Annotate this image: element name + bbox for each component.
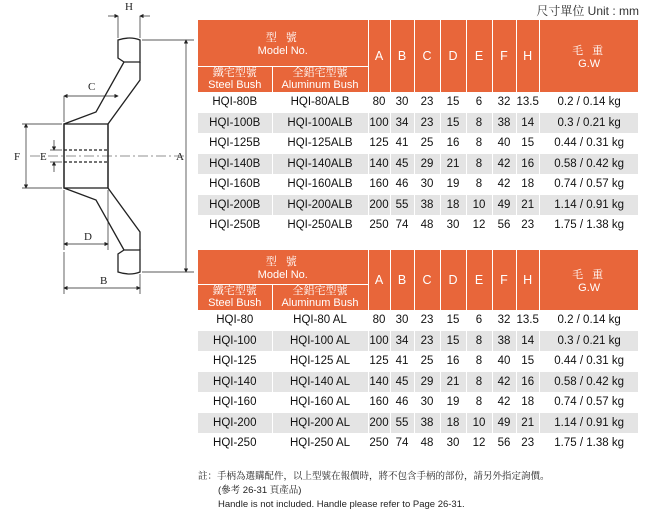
aluminum-model-cell: HQI-80 AL bbox=[272, 310, 368, 331]
dim-c-cell: 30 bbox=[414, 392, 440, 413]
gross-weight-cell: 1.14 / 0.91 kg bbox=[539, 195, 638, 216]
dim-a-cell: 160 bbox=[368, 392, 390, 413]
aluminum-model-cell: HQI-100ALB bbox=[272, 113, 368, 134]
table-row bbox=[198, 154, 638, 175]
dim-a-cell: 200 bbox=[368, 195, 390, 216]
aluminum-model-cell: HQI-160ALB bbox=[272, 174, 368, 195]
dim-c-cell: 23 bbox=[414, 92, 440, 113]
table-row bbox=[198, 310, 638, 331]
dim-h-cell: 16 bbox=[516, 372, 539, 393]
weight-header: 毛 重 G.W bbox=[539, 20, 638, 92]
aluminum-bush-header: 全鋁宅型號 Aluminum Bush bbox=[272, 284, 368, 310]
dim-c-cell: 48 bbox=[414, 433, 440, 454]
spec-table-b bbox=[198, 20, 638, 236]
unit-label: 尺寸單位 Unit : mm bbox=[536, 4, 639, 18]
dim-a-cell: 250 bbox=[368, 433, 390, 454]
aluminum-model-cell: HQI-200ALB bbox=[272, 195, 368, 216]
dim-c-cell: 23 bbox=[414, 113, 440, 134]
gross-weight-cell: 1.75 / 1.38 kg bbox=[539, 433, 638, 454]
dim-f-cell: 42 bbox=[492, 392, 516, 413]
aluminum-model-cell: HQI-125 AL bbox=[272, 351, 368, 372]
dim-b-cell: 45 bbox=[390, 372, 414, 393]
footnote bbox=[198, 470, 550, 512]
dim-f-cell: 42 bbox=[492, 154, 516, 175]
dim-d-cell: 19 bbox=[440, 392, 466, 413]
aluminum-model-cell: HQI-160 AL bbox=[272, 392, 368, 413]
dim-b-cell: 45 bbox=[390, 154, 414, 175]
dim-f-cell: 40 bbox=[492, 351, 516, 372]
table-row bbox=[198, 392, 638, 413]
spec-table-standard bbox=[198, 250, 638, 454]
col-f-header: F bbox=[492, 250, 516, 310]
aluminum-model-cell: HQI-250 AL bbox=[272, 433, 368, 454]
dim-b-cell: 74 bbox=[390, 433, 414, 454]
dim-label-f: F bbox=[14, 151, 21, 163]
dim-h-cell: 21 bbox=[516, 195, 539, 216]
steel-model-cell: HQI-80B bbox=[212, 96, 258, 109]
dim-f-cell: 42 bbox=[492, 372, 516, 393]
dim-d-cell: 15 bbox=[440, 113, 466, 134]
gross-weight-cell: 0.44 / 0.31 kg bbox=[539, 133, 638, 154]
table-row bbox=[198, 372, 638, 393]
dim-b-cell: 41 bbox=[390, 351, 414, 372]
steel-model-cell: HQI-160 bbox=[213, 396, 257, 409]
dim-b-cell: 46 bbox=[390, 392, 414, 413]
dim-label-h: H bbox=[125, 1, 133, 13]
dim-e-cell: 8 bbox=[466, 331, 492, 352]
aluminum-model-cell: HQI-100 AL bbox=[272, 331, 368, 352]
table-row bbox=[198, 433, 638, 454]
dim-e-cell: 8 bbox=[466, 372, 492, 393]
dim-c-cell: 48 bbox=[414, 215, 440, 236]
dim-b-cell: 55 bbox=[390, 413, 414, 434]
steel-model-cell: HQI-140 bbox=[198, 372, 272, 393]
dim-d-cell: 18 bbox=[440, 195, 466, 216]
dim-c-cell: 38 bbox=[414, 195, 440, 216]
dim-d-cell: 15 bbox=[440, 331, 466, 352]
dim-label-a: A bbox=[176, 151, 184, 163]
steel-model-cell: HQI-250 bbox=[213, 437, 257, 450]
dim-d-cell: 16 bbox=[440, 133, 466, 154]
dim-e-cell: 8 bbox=[466, 392, 492, 413]
table-row bbox=[198, 351, 638, 372]
dim-a-cell: 250 bbox=[368, 215, 390, 236]
dim-e-cell: 8 bbox=[466, 113, 492, 134]
dim-e-cell: 8 bbox=[466, 351, 492, 372]
table-row bbox=[198, 113, 638, 134]
dim-e-cell: 12 bbox=[466, 433, 492, 454]
dim-d-cell: 16 bbox=[440, 351, 466, 372]
footnote-line-en: Handle is not included. Handle please refer to Page 26-31. bbox=[218, 499, 465, 510]
table-row bbox=[198, 133, 638, 154]
dim-b-cell: 30 bbox=[390, 92, 414, 113]
col-e-header: E bbox=[466, 250, 492, 310]
dim-a-cell: 140 bbox=[368, 154, 390, 175]
dim-f-cell: 42 bbox=[492, 174, 516, 195]
dim-a-cell: 125 bbox=[368, 133, 390, 154]
dim-e-cell: 8 bbox=[466, 174, 492, 195]
col-c-header: C bbox=[414, 20, 440, 92]
gross-weight-cell: 0.58 / 0.42 kg bbox=[539, 154, 638, 175]
dim-c-cell: 29 bbox=[414, 372, 440, 393]
dim-e-cell: 12 bbox=[466, 215, 492, 236]
col-e-header: E bbox=[466, 20, 492, 92]
col-c-header: C bbox=[414, 250, 440, 310]
dim-b-cell: 74 bbox=[390, 215, 414, 236]
dim-f-cell: 38 bbox=[492, 113, 516, 134]
aluminum-model-cell: HQI-200 AL bbox=[272, 413, 368, 434]
gross-weight-cell: 1.14 / 0.91 kg bbox=[539, 413, 638, 434]
dim-f-cell: 38 bbox=[492, 331, 516, 352]
aluminum-model-cell: HQI-140 AL bbox=[272, 372, 368, 393]
gross-weight-cell: 0.44 / 0.31 kg bbox=[539, 351, 638, 372]
dim-f-cell: 32 bbox=[492, 310, 516, 331]
table-row bbox=[198, 215, 638, 236]
steel-model-cell: HQI-250B bbox=[209, 219, 261, 232]
table-row bbox=[198, 413, 638, 434]
steel-model-cell: HQI-125B bbox=[209, 137, 261, 150]
dim-e-cell: 8 bbox=[466, 133, 492, 154]
dim-label-b: B bbox=[100, 275, 108, 287]
dim-a-cell: 140 bbox=[368, 372, 390, 393]
dim-e-cell: 10 bbox=[466, 413, 492, 434]
steel-model-cell: HQI-80 bbox=[216, 314, 254, 327]
dim-d-cell: 30 bbox=[440, 433, 466, 454]
dim-h-cell: 13.5 bbox=[516, 310, 539, 331]
dim-f-cell: 49 bbox=[492, 195, 516, 216]
aluminum-model-cell: HQI-80ALB bbox=[272, 92, 368, 113]
table-row bbox=[198, 92, 638, 113]
dim-c-cell: 25 bbox=[414, 351, 440, 372]
dim-e-cell: 6 bbox=[466, 310, 492, 331]
steel-model-cell: HQI-200 bbox=[198, 413, 272, 434]
dim-h-cell: 23 bbox=[516, 215, 539, 236]
dim-d-cell: 30 bbox=[440, 215, 466, 236]
dim-a-cell: 80 bbox=[368, 92, 390, 113]
dim-h-cell: 14 bbox=[516, 331, 539, 352]
aluminum-model-cell: HQI-140ALB bbox=[272, 154, 368, 175]
dim-a-cell: 80 bbox=[368, 310, 390, 331]
footnote-reference: (參考 26-31 頁產品) bbox=[218, 485, 302, 496]
dim-b-cell: 55 bbox=[390, 195, 414, 216]
gross-weight-cell: 0.2 / 0.14 kg bbox=[539, 92, 638, 113]
dim-c-cell: 23 bbox=[414, 331, 440, 352]
dim-d-cell: 15 bbox=[440, 310, 466, 331]
dim-d-cell: 15 bbox=[440, 92, 466, 113]
steel-bush-header: 鐵宅型號 Steel Bush bbox=[198, 284, 272, 310]
aluminum-bush-header: 全鋁宅型號 Aluminum Bush bbox=[272, 66, 368, 92]
dim-c-cell: 30 bbox=[414, 174, 440, 195]
dim-h-cell: 15 bbox=[516, 133, 539, 154]
col-a-header: A bbox=[368, 250, 390, 310]
dim-b-cell: 41 bbox=[390, 133, 414, 154]
gross-weight-cell: 0.3 / 0.21 kg bbox=[539, 113, 638, 134]
model-header: 型 號 Model No. bbox=[198, 250, 368, 284]
steel-model-cell: HQI-125 bbox=[213, 355, 257, 368]
dim-h-cell: 18 bbox=[516, 392, 539, 413]
dim-f-cell: 49 bbox=[492, 413, 516, 434]
dim-d-cell: 19 bbox=[440, 174, 466, 195]
dim-e-cell: 6 bbox=[466, 92, 492, 113]
dim-b-cell: 34 bbox=[390, 331, 414, 352]
dim-f-cell: 56 bbox=[492, 433, 516, 454]
dim-b-cell: 30 bbox=[390, 310, 414, 331]
table-row bbox=[198, 174, 638, 195]
dim-f-cell: 40 bbox=[492, 133, 516, 154]
dim-a-cell: 100 bbox=[368, 113, 390, 134]
table-row bbox=[198, 195, 638, 216]
dim-d-cell: 21 bbox=[440, 154, 466, 175]
dim-c-cell: 23 bbox=[414, 310, 440, 331]
dim-b-cell: 46 bbox=[390, 174, 414, 195]
steel-model-cell: HQI-160B bbox=[209, 178, 261, 191]
dim-f-cell: 32 bbox=[492, 92, 516, 113]
dim-h-cell: 21 bbox=[516, 413, 539, 434]
aluminum-model-cell: HQI-250ALB bbox=[272, 215, 368, 236]
dim-b-cell: 34 bbox=[390, 113, 414, 134]
dim-a-cell: 160 bbox=[368, 174, 390, 195]
gross-weight-cell: 0.3 / 0.21 kg bbox=[539, 331, 638, 352]
weight-header: 毛 重 G.W bbox=[539, 250, 638, 310]
steel-bush-header: 鐵宅型號 Steel Bush bbox=[198, 66, 272, 92]
gross-weight-cell: 0.74 / 0.57 kg bbox=[539, 392, 638, 413]
dim-h-cell: 16 bbox=[516, 154, 539, 175]
handwheel-cross-section-drawing bbox=[0, 0, 196, 300]
gross-weight-cell: 0.58 / 0.42 kg bbox=[539, 372, 638, 393]
col-b-header: B bbox=[390, 250, 414, 310]
dim-label-d: D bbox=[84, 231, 92, 243]
dim-d-cell: 21 bbox=[440, 372, 466, 393]
dim-c-cell: 38 bbox=[414, 413, 440, 434]
col-f-header: F bbox=[492, 20, 516, 92]
col-b-header: B bbox=[390, 20, 414, 92]
gross-weight-cell: 1.75 / 1.38 kg bbox=[539, 215, 638, 236]
dim-label-e: E bbox=[40, 151, 47, 163]
dim-a-cell: 100 bbox=[368, 331, 390, 352]
dim-a-cell: 200 bbox=[368, 413, 390, 434]
col-h-header: H bbox=[516, 20, 539, 92]
col-d-header: D bbox=[440, 250, 466, 310]
gross-weight-cell: 0.74 / 0.57 kg bbox=[539, 174, 638, 195]
col-d-header: D bbox=[440, 20, 466, 92]
dim-f-cell: 56 bbox=[492, 215, 516, 236]
table-row bbox=[198, 331, 638, 352]
dim-h-cell: 15 bbox=[516, 351, 539, 372]
model-header: 型 號 Model No. bbox=[198, 20, 368, 66]
dim-h-cell: 23 bbox=[516, 433, 539, 454]
col-h-header: H bbox=[516, 250, 539, 310]
dim-h-cell: 14 bbox=[516, 113, 539, 134]
dim-h-cell: 13.5 bbox=[516, 92, 539, 113]
dim-h-cell: 18 bbox=[516, 174, 539, 195]
steel-model-cell: HQI-100 bbox=[198, 331, 272, 352]
dim-label-c: C bbox=[88, 81, 96, 93]
aluminum-model-cell: HQI-125ALB bbox=[272, 133, 368, 154]
gross-weight-cell: 0.2 / 0.14 kg bbox=[539, 310, 638, 331]
dim-c-cell: 25 bbox=[414, 133, 440, 154]
dim-d-cell: 18 bbox=[440, 413, 466, 434]
dim-a-cell: 125 bbox=[368, 351, 390, 372]
col-a-header: A bbox=[368, 20, 390, 92]
steel-model-cell: HQI-140B bbox=[198, 154, 272, 175]
footnote-line-zh: 註：手柄為選購配件，以上型號在報價時，將不包含手柄的部份，請另外指定詢價。 bbox=[198, 471, 550, 482]
dim-e-cell: 8 bbox=[466, 154, 492, 175]
dim-c-cell: 29 bbox=[414, 154, 440, 175]
steel-model-cell: HQI-100B bbox=[198, 113, 272, 134]
steel-model-cell: HQI-200B bbox=[198, 195, 272, 216]
dim-e-cell: 10 bbox=[466, 195, 492, 216]
